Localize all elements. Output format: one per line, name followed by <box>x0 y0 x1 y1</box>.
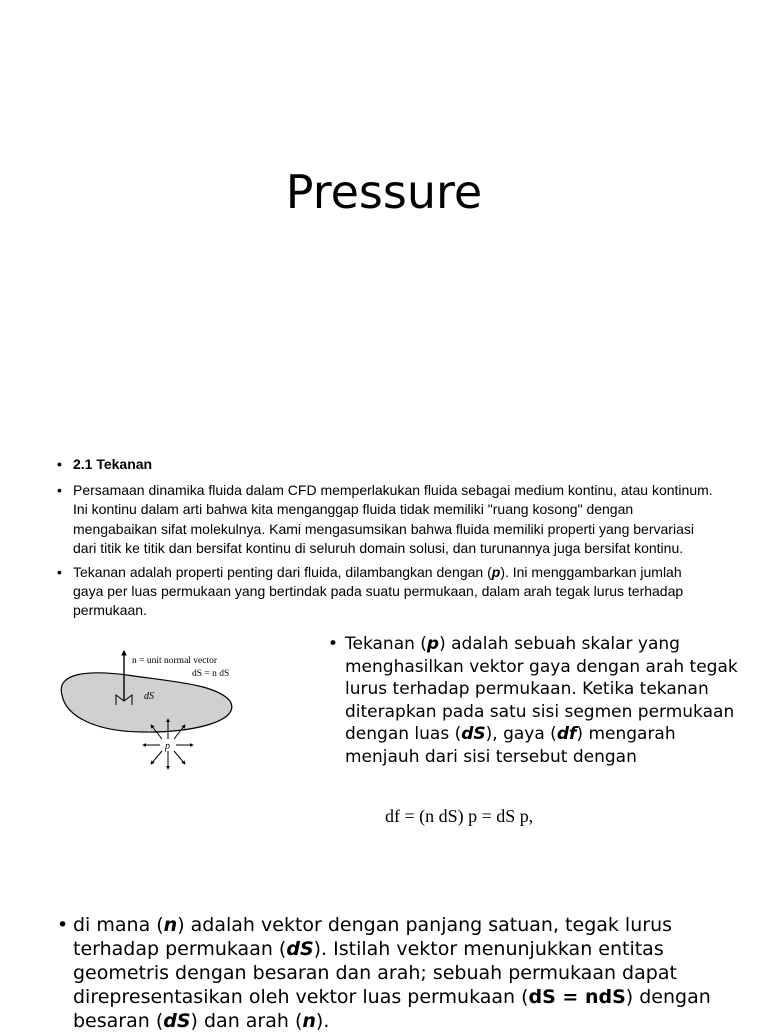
point-p-label: p <box>165 741 170 752</box>
area-vector-label: dS = n dS <box>192 669 230 679</box>
vector-bullet-list <box>55 913 745 1033</box>
text-run: ) adalah sebuah skalar yang menghasilkan vektor gaya dengan arah tegak lurus terhadap permukaan. Ketika tekanan diterapkan pada satu sisi segmen permukaan dengan luas ( <box>345 634 738 744</box>
text-run: di mana ( <box>73 914 164 936</box>
intro-bullet-list <box>55 455 715 626</box>
surface-patch-shape <box>61 673 232 732</box>
pressure-symbol: p <box>491 564 501 581</box>
pressure-symbol: p <box>426 634 440 654</box>
pressure-scalar-paragraph <box>327 633 747 768</box>
vector-paragraph <box>55 913 745 1033</box>
force-symbol: df <box>556 724 577 744</box>
area-vector-expression: dS = ndS <box>528 986 626 1008</box>
area-symbol: dS <box>163 1010 191 1032</box>
section-heading: • 2.1 Tekanan <box>55 455 715 474</box>
text-run: ). <box>315 1010 330 1032</box>
text-run: ). Ini menggambarkan jumlah gaya per luas permukaan yang bertindak pada suatu permukaan, dalam arah tegak lurus terhadap permukaan. <box>73 564 684 619</box>
area-symbol: dS <box>461 724 486 744</box>
text-run: ) adalah vektor dengan panjang satuan, tegak lurus terhadap permukaan ( <box>73 914 673 960</box>
normal-vector-label: n = unit normal vector <box>132 656 218 666</box>
surface-normal-diagram <box>52 643 252 773</box>
text-run: ) dan arah ( <box>190 1010 303 1032</box>
force-equation: df = (n dS) p = dS p, <box>385 806 534 826</box>
normal-symbol: n <box>302 1010 316 1032</box>
text-run: ) dengan besaran ( <box>73 986 711 1032</box>
slide-title: Pressure <box>285 165 483 219</box>
text-run: Tekanan adalah properti penting dari fluida, dilambangkan dengan ( <box>73 564 492 581</box>
pressure-scalar-bullet-list <box>327 633 747 768</box>
text-run: ) mengarah menjauh dari sisi tersebut dengan <box>345 724 676 767</box>
text-run: ). Istilah vektor menunjukkan entitas geometris dengan besaran dan arah; sebuah permukaan dapat direpresentasikan oleh vektor luas permukaan ( <box>73 938 677 1008</box>
text-run: Tekanan ( <box>345 634 427 654</box>
text-run: ), gaya ( <box>485 724 557 744</box>
surface-dS-label: dS <box>144 691 154 702</box>
continuum-paragraph: • Persamaan dinamika fluida dalam CFD memperlakukan fluida sebagai medium kontinu, atau kontinum. Ini kontinu dalam arti bahwa kita menganggap fluida tidak memiliki "ruang kosong" dengan mengabaikan sifat molekulnya. Kami mengasumsikan bahwa fluida memiliki properti yang bervariasi dari titik ke titik dan bersifat kontinu di seluruh domain solusi, dan turunannya juga bersifat kontinu. <box>55 481 715 558</box>
area-symbol: dS <box>286 938 314 960</box>
normal-symbol: n <box>163 914 178 936</box>
pressure-definition-paragraph <box>55 563 715 621</box>
